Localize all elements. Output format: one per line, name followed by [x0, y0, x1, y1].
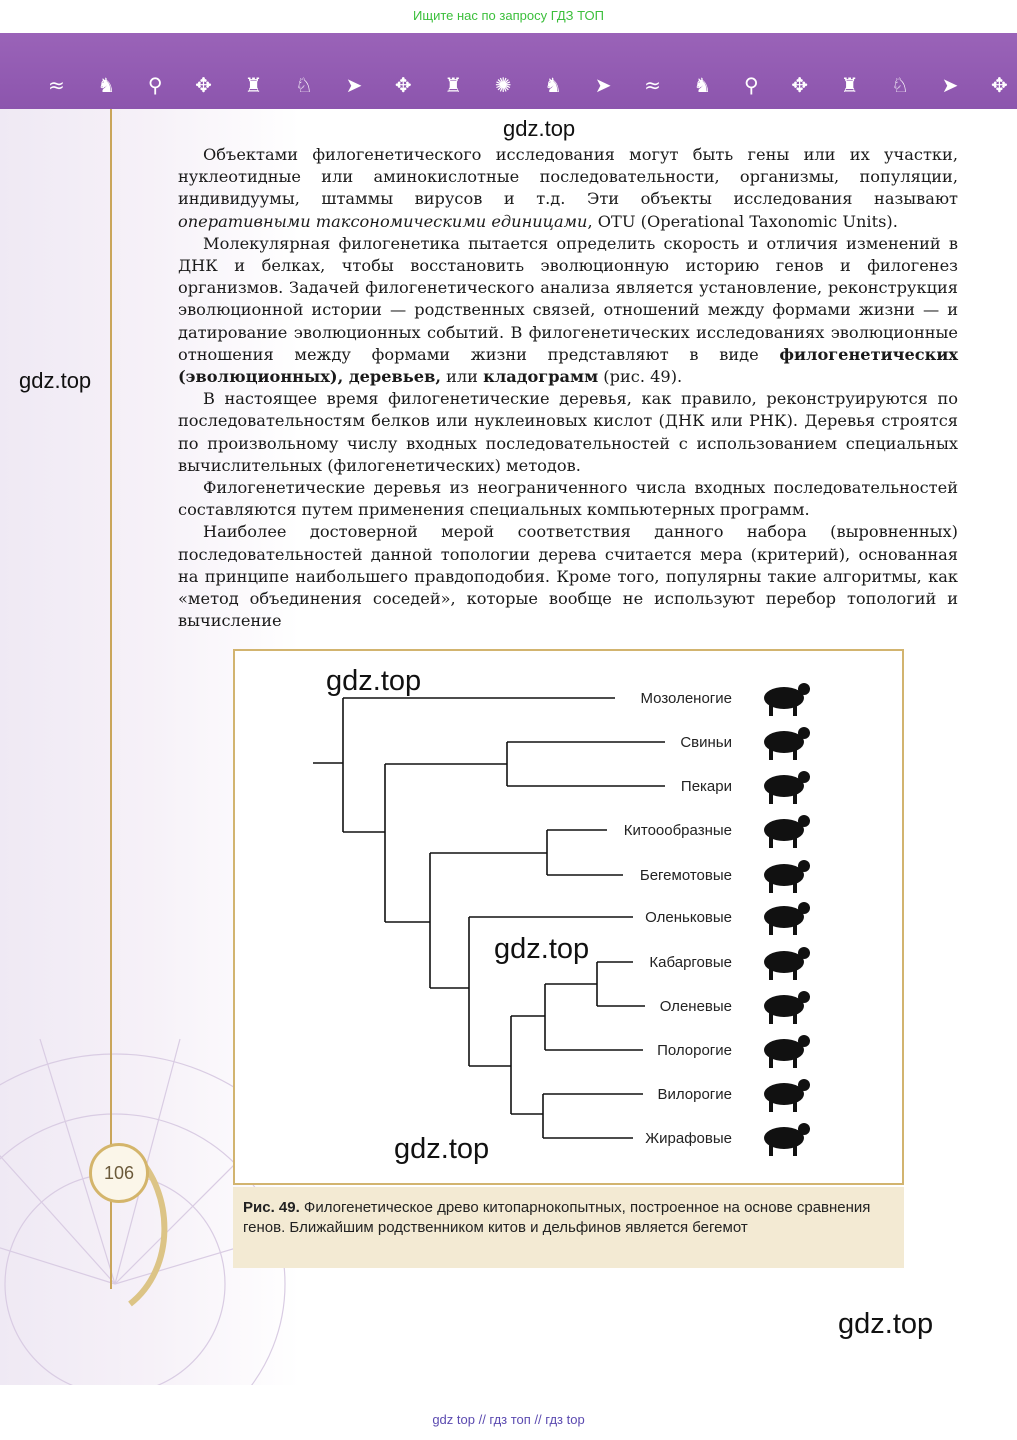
bird-icon: ➤ [594, 73, 612, 97]
bison-icon [764, 1035, 810, 1068]
taxon-label: Вилорогие [657, 1086, 732, 1103]
taxon-label: Кабарговые [649, 954, 732, 971]
bird-icon: ➤ [345, 73, 363, 97]
figure-49 [233, 649, 904, 1185]
bird-icon: ⚲ [743, 73, 759, 97]
footer-link-gdz-top[interactable]: gdz top [432, 1412, 475, 1427]
taxon-label: Свиньи [680, 734, 732, 751]
term-otu: оперативными таксономическими единицами [178, 211, 588, 231]
watermark: gdz.top [326, 665, 422, 697]
footer-links: gdz top // гдз топ // гдз top [432, 1412, 585, 1427]
watermark: gdz.top [494, 933, 590, 965]
camel-icon [764, 683, 810, 716]
buffalo-icon: ♜ [244, 73, 263, 97]
buffalo-icon: ♜ [840, 73, 859, 97]
term-trees: филогенетических (эволюционных), деревьев, [178, 344, 958, 387]
paragraph-4: Филогенетические деревья из неограниченного числа входных последовательностей составляются путем применения специальных компьютерных программ. [178, 478, 958, 520]
watermark: gdz.top [503, 116, 576, 141]
watermark: gdz.top [19, 368, 92, 393]
footer-link-gdz-top-ru[interactable]: гдз топ [489, 1412, 531, 1427]
kangaroo-icon: ♘ [891, 73, 910, 97]
watermark: gdz.top [838, 1308, 934, 1340]
deer-icon [764, 991, 810, 1024]
antelope-icon: ♞ [693, 73, 712, 97]
pronghorn-icon [764, 1079, 810, 1112]
taxon-label: Полорогие [657, 1042, 732, 1059]
boar-icon [764, 727, 810, 760]
taxon-label: Пекари [680, 778, 732, 795]
paragraph-2: Молекулярная филогенетика пытается определить скорость и отличия изменений в ДНК и белках, чтобы восстановить эволюционную историю генов и филогенез организмов. Задачей филогенетического анализа является установление, реконструкция эволюционной истории — родственных связей, отношений между формами жизни — и датирование эволюционных событий. В филогенетических исследованиях эволюционные отношения между формами жизни представляют в виде филогенетических (эволюционных), деревьев, или кладограмм (рис. 49). [178, 233, 958, 387]
taxon-label: Китоообразные [623, 822, 732, 839]
scorpion-icon: ✺ [494, 73, 512, 97]
chevrotain-icon [764, 902, 810, 935]
term-cladogram: кладограмм [483, 367, 599, 387]
caption-text: Филогенетическое древо китопарнокопытных, построенное на основе сравнения генов. Ближайшим родственником китов и дельфинов является бегемот [243, 1199, 871, 1236]
tree-branches [313, 698, 665, 1138]
taxon-label: Оленевые [659, 998, 732, 1015]
caption-label: Рис. 49. [243, 1199, 300, 1216]
page-number: 106 [89, 1143, 149, 1203]
banner-icon-row [48, 70, 1008, 100]
taxon-label: Мозоленогие [640, 690, 732, 707]
butterfly-icon: ✥ [195, 73, 212, 97]
boar-icon: ♜ [444, 73, 463, 97]
dolphin-icon: ≈ [644, 73, 661, 97]
dolphin-icon: ≈ [48, 73, 65, 97]
phylogenetic-tree [235, 651, 906, 1187]
watermark: gdz.top [394, 1133, 490, 1165]
bird-icon: ➤ [941, 73, 959, 97]
butterfly-icon: ✥ [394, 73, 412, 97]
antelope-icon: ♞ [97, 73, 116, 97]
giraffe-icon [764, 1123, 810, 1156]
body-text [178, 144, 958, 632]
dolphin-icon [764, 815, 810, 848]
bird-icon: ⚲ [147, 73, 163, 97]
butterfly-icon: ✥ [791, 73, 808, 97]
taxon-label: Бегемотовые [639, 867, 732, 884]
paragraph-5: Наиболее достоверной мерой соответствия данного набора (выровненных) последовательностей данной топологии дерева считается мера (критерий), основанная на принципе наибольшего правдоподобия. Кроме того, популярны такие алгоритмы, как «метод объединения соседей», которые вообще не используют перебор топологий и вычисление [178, 522, 958, 631]
paragraph-1: Объектами филогенетического исследования могут быть гены или их участки, нуклеотидные или аминокислотные последовательности, организмы, популяции, индивидуумы, штаммы вирусов и т.д. Эти объекты исследования называют оперативными таксономическими единицами, OTU (Operational Taxonomic Units). [178, 145, 958, 231]
margin-rule [110, 109, 112, 1289]
taxon-label: Оленьковые [645, 909, 732, 926]
paragraph-3: В настоящее время филогенетические деревья, как правило, реконструируются по последовательностям белков или нуклеиновых кислот (ДНК или РНК). Деревья строятся по произвольному числу входных последовательностей с использованием специальных вычислительных (филогенетических) методов. [178, 389, 958, 475]
peccary-icon [764, 771, 810, 804]
musk-deer-icon [764, 947, 810, 980]
hippo-icon [764, 860, 810, 893]
kangaroo-icon: ♘ [295, 73, 313, 97]
top-search-hint[interactable]: Ищите нас по запросу ГДЗ ТОП [413, 8, 604, 23]
taxon-label: Жирафовые [645, 1130, 732, 1147]
figure-caption [233, 1187, 904, 1268]
butterfly-icon: ✥ [990, 73, 1008, 97]
horse-icon: ♞ [544, 73, 563, 97]
footer-link-gdz-top-mixed[interactable]: гдз top [545, 1412, 585, 1427]
